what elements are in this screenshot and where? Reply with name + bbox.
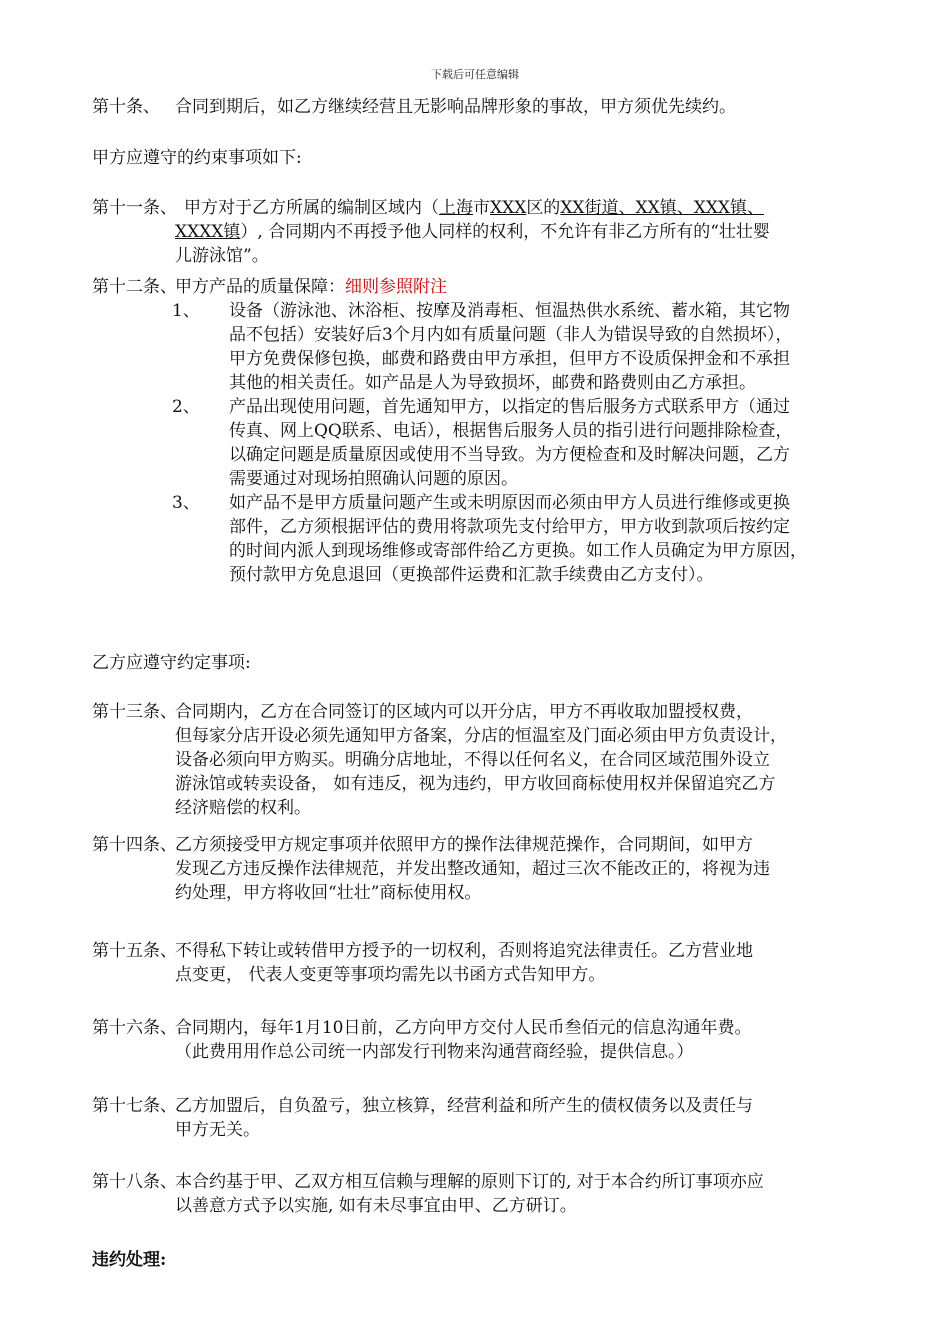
item-text-line: 品不包括）安装好后3个月内如有质量问题（非人为错误导致的自然损坏）， <box>229 325 793 345</box>
appendix-note: 细则参照附注 <box>345 277 447 297</box>
item-text-line: 预付款甲方免息退回（更换部件运费和汇款手续费由乙方支付）。 <box>229 565 714 585</box>
towns-field: XX街道、XX镇、XXX镇、 <box>560 198 765 218</box>
article-text-line: 以善意方式予以实施, 如有未尽事宜由甲、乙方研订。 <box>175 1196 577 1216</box>
article-text-line: 发现乙方违反操作法律规范，并发出整改通知，超过三次不能改正的，将视为违 <box>175 859 770 879</box>
item-text-line: 以确定问题是质量原因或使用不当导致。为方便检查和及时解决问题，乙方 <box>229 445 790 465</box>
item-text-line: 设备（游泳池、沐浴柜、按摩及消毒柜、恒温热供水系统、蓄水箱，其它物 <box>229 301 790 321</box>
section-heading: 甲方应遵守的约束事项如下: <box>92 148 302 168</box>
article-text: 合同到期后，如乙方继续经营且无影响品牌形象的事故，甲方须优先续约。 <box>175 97 736 117</box>
article-text-line: 儿游泳馆”。 <box>175 246 269 266</box>
article-label: 第十一条、 <box>92 198 177 218</box>
city-field: 上海 <box>439 198 473 218</box>
article-text-line: 点变更， 代表人变更等事项均需先以书函方式告知甲方。 <box>175 965 606 985</box>
breach-heading <box>92 1248 882 1272</box>
article-label: 第十三条、 <box>92 702 177 722</box>
quality-items <box>92 299 882 587</box>
article-label: 第十二条、 <box>92 277 177 297</box>
article-text-line: 乙方须接受甲方规定事项并依照甲方的操作法律规范操作，合同期间，如甲方 <box>175 835 753 855</box>
article-16 <box>92 1016 882 1064</box>
article-11 <box>92 196 882 268</box>
article-13 <box>92 700 882 820</box>
article-text-line: 约处理，甲方将收回“壮壮”商标使用权。 <box>175 883 482 903</box>
district-field: XXX <box>490 198 527 218</box>
page-header: 下载后可任意编辑 <box>431 68 519 81</box>
item-number: 2、 <box>172 397 200 417</box>
article-text-line: 合同期内，每年1月10日前，乙方向甲方交付人民币叁佰元的信息沟通年费。 <box>175 1018 752 1038</box>
article-text-line: 合同期内，乙方在合同签订的区域内可以开分店，甲方不再收取加盟授权费， <box>175 702 753 722</box>
article-12 <box>92 275 882 587</box>
partyB-heading <box>92 651 882 675</box>
item-text-line: 部件，乙方须根据评估的费用将款项先支付给甲方，甲方收到款项后按约定 <box>229 517 790 537</box>
section-heading: 乙方应遵守约定事项: <box>92 653 251 673</box>
article-text-line: 设备必须向甲方购买。明确分店地址，不得以任何名义，在合同区域范围外设立 <box>175 750 770 770</box>
article-text-line: 经济赔偿的权利。 <box>175 798 311 818</box>
article-text-line: （此费用用作总公司统一内部发行刊物来沟通营商经验，提供信息。） <box>175 1042 694 1062</box>
article-18 <box>92 1170 882 1218</box>
item-text-line: 如产品不是甲方质量问题产生或未明原因而必须由甲方人员进行维修或更换 <box>229 493 790 513</box>
article-label: 第十七条、 <box>92 1096 177 1116</box>
item-number: 3、 <box>172 493 200 513</box>
item-text-line: 产品出现使用问题，首先通知甲方，以指定的售后服务方式联系甲方（通过 <box>229 397 790 417</box>
section-heading: 违约处理: <box>92 1250 167 1270</box>
item-text-line: 的时间内派人到现场维修或寄部件给乙方更换。如工作人员确定为甲方原因， <box>229 541 807 561</box>
article-label: 第十八条、 <box>92 1172 177 1192</box>
article-15 <box>92 939 882 987</box>
article-label: 第十六条、 <box>92 1018 177 1038</box>
item-text-line: 传真、网上QQ联系、电话），根据售后服务人员的指引进行问题排除检查， <box>229 421 793 441</box>
article-text-line: 乙方加盟后，自负盈亏，独立核算，经营利益和所产生的债权债务以及责任与 <box>175 1096 753 1116</box>
article-text-line: XXXX镇）, 合同期内不再授予他人同样的权利，不允许有非乙方所有的“壮壮婴 <box>175 222 770 242</box>
partyA-heading <box>92 146 882 170</box>
item-text-line: 其他的相关责任。如产品是人为导致损坏，邮费和路费则由乙方承担。 <box>229 373 756 393</box>
item-text-line: 甲方免费保修包换，邮费和路费由甲方承担，但甲方不设质保押金和不承担 <box>229 349 790 369</box>
article-text: 甲方产品的质量保障：细则参照附注 <box>175 277 447 297</box>
article-label: 第十四条、 <box>92 835 177 855</box>
article-text: 甲方对于乙方所属的编制区域内（上海市XXX区的XX街道、XX镇、XXX镇、 <box>184 198 765 218</box>
article-label: 第十五条、 <box>92 941 177 961</box>
item-number: 1、 <box>172 301 200 321</box>
article-10 <box>92 95 882 119</box>
article-text-line: 本合约基于甲、乙双方相互信赖与理解的原则下订的, 对于本合约所订事项亦应 <box>175 1172 764 1192</box>
article-text-line: 但每家分店开设必须先通知甲方备案，分店的恒温室及门面必须由甲方负责设计， <box>175 726 787 746</box>
article-14 <box>92 833 882 905</box>
article-text-line: 不得私下转让或转借甲方授予的一切权利，否则将追究法律责任。乙方营业地 <box>175 941 753 961</box>
article-text-line: 甲方无关。 <box>175 1120 260 1140</box>
article-17 <box>92 1094 882 1142</box>
article-label: 第十条、 <box>92 97 160 117</box>
item-text-line: 需要通过对现场拍照确认问题的原因。 <box>229 469 518 489</box>
article-text-line: 游泳馆或转卖设备， 如有违反，视为违约，甲方收回商标使用权并保留追究乙方 <box>175 774 776 794</box>
